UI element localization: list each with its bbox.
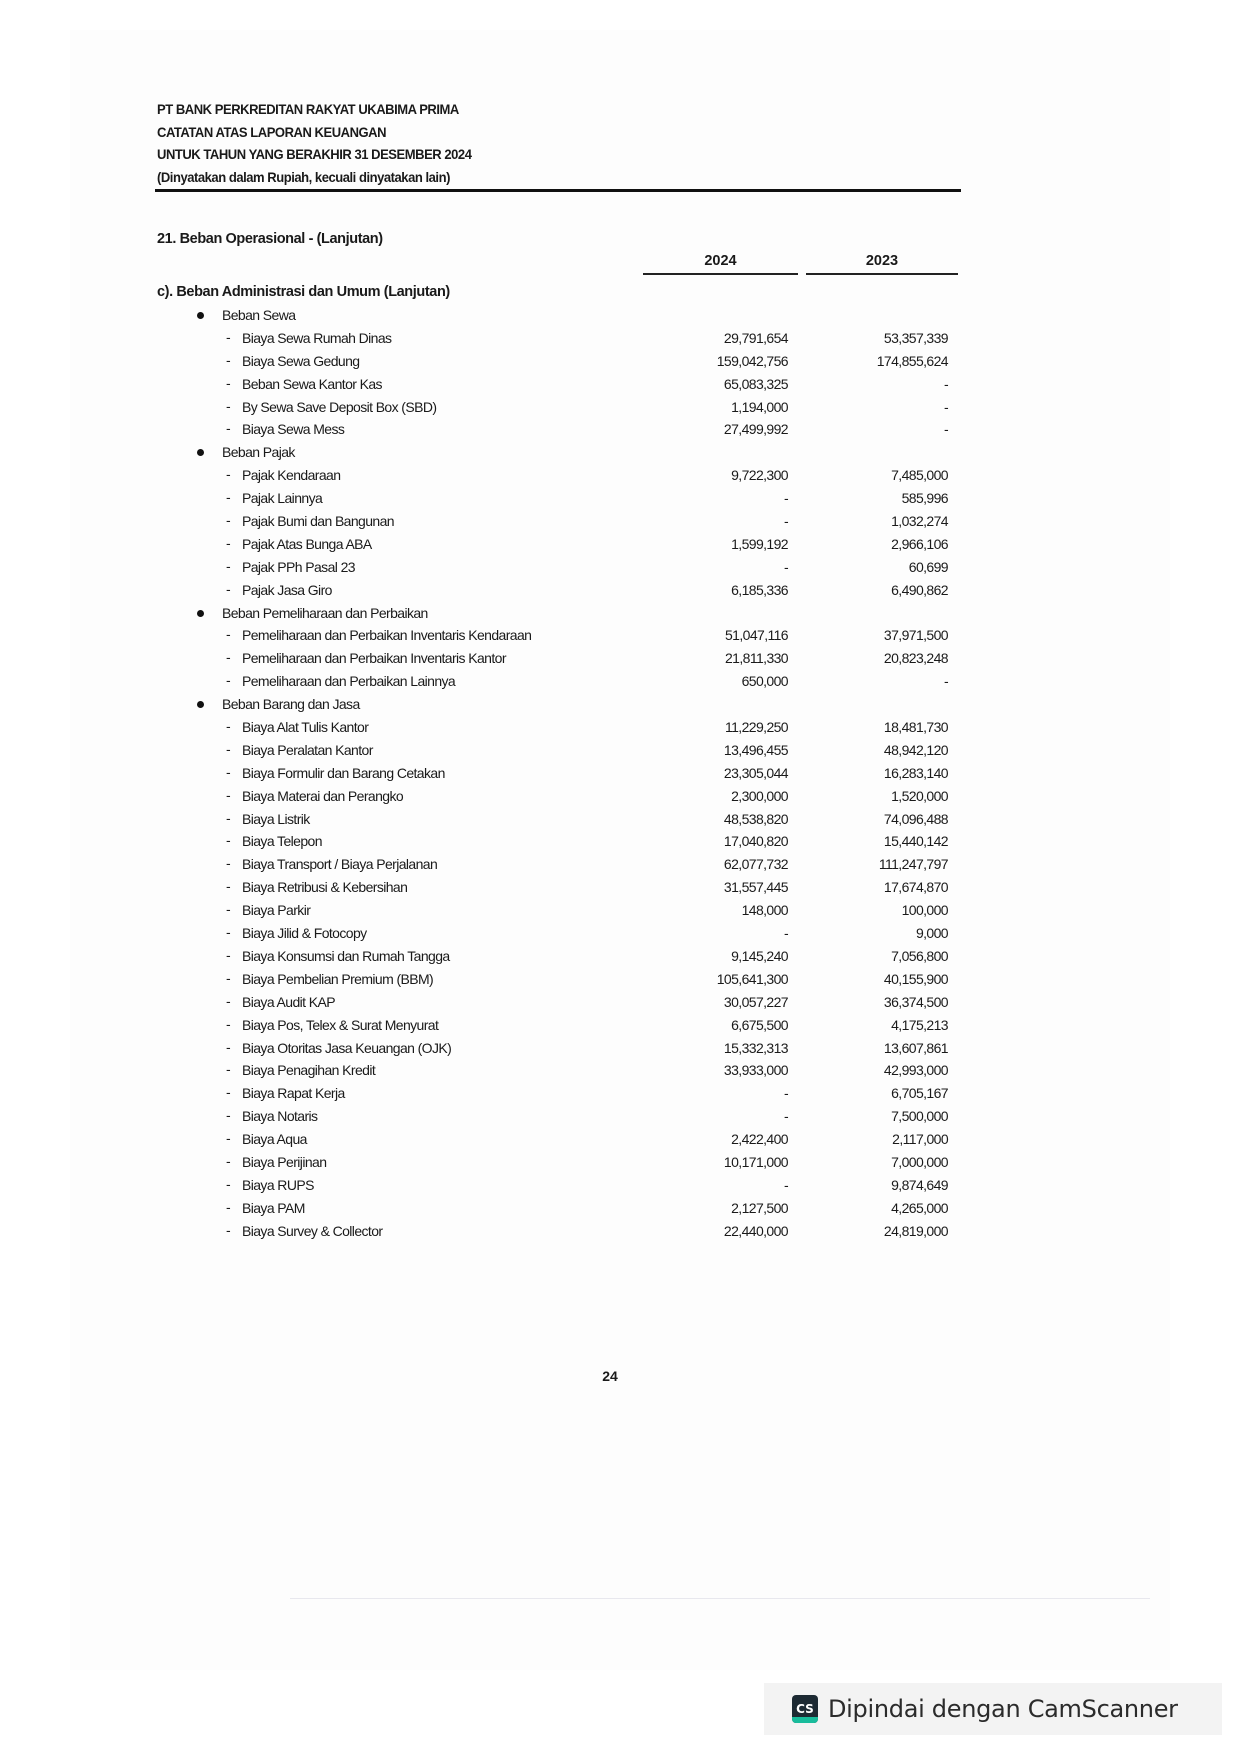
item-label: Pajak Bumi dan Bangunan <box>242 513 394 530</box>
value-2023: 53,357,339 <box>883 329 948 346</box>
value-2023: - <box>943 375 948 392</box>
table-row <box>0 830 1240 853</box>
value-2023: 40,155,900 <box>883 970 948 987</box>
table-row <box>0 1082 1240 1105</box>
value-2023: 100,000 <box>901 902 948 919</box>
table-row <box>0 876 1240 899</box>
value-2024: - <box>783 1176 788 1193</box>
table-row <box>0 716 1240 739</box>
value-2023: 2,966,106 <box>891 535 948 552</box>
dash-marker: - <box>226 1038 231 1055</box>
table-row <box>0 899 1240 922</box>
item-label: Pemeliharaan dan Perbaikan Inventaris Kendaraan <box>242 627 532 644</box>
value-2023: 6,490,862 <box>891 581 948 598</box>
section-title: 21. Beban Operasional - (Lanjutan) <box>157 231 383 247</box>
value-2023: 7,485,000 <box>891 467 948 484</box>
report-title: CATATAN ATAS LAPORAN KEUANGAN <box>157 123 387 140</box>
item-label: Biaya Parkir <box>242 902 311 919</box>
table-row <box>0 533 1240 556</box>
bullet-icon <box>197 312 204 319</box>
table-row <box>0 418 1240 441</box>
value-2023: 174,855,624 <box>876 352 948 369</box>
dash-marker: - <box>226 809 231 826</box>
item-label: By Sewa Save Deposit Box (SBD) <box>242 398 437 415</box>
value-2023: 15,440,142 <box>883 833 948 850</box>
dash-marker: - <box>226 1061 231 1078</box>
value-2023: 9,000 <box>915 925 948 942</box>
table-row <box>0 968 1240 991</box>
item-label: Biaya Aqua <box>242 1131 307 1148</box>
item-label: Biaya Otoritas Jasa Keuangan (OJK) <box>242 1039 452 1056</box>
item-label: Biaya Materai dan Perangko <box>242 787 404 804</box>
item-label: Biaya Pos, Telex & Surat Menyurat <box>242 1016 439 1033</box>
table-row <box>0 647 1240 670</box>
table-row <box>0 762 1240 785</box>
item-label: Biaya Jilid & Fotocopy <box>242 925 367 942</box>
company-name: PT BANK PERKREDITAN RAKYAT UKABIMA PRIMA <box>157 101 459 117</box>
value-2023: 24,819,000 <box>883 1222 948 1239</box>
table-row <box>0 670 1240 693</box>
item-label: Biaya Notaris <box>242 1108 318 1125</box>
item-label: Biaya RUPS <box>242 1176 314 1193</box>
table-row <box>0 1014 1240 1037</box>
value-2024: 48,538,820 <box>723 810 788 827</box>
item-label: Pemeliharaan dan Perbaikan Inventaris Kantor <box>242 650 506 667</box>
value-2024: 31,557,445 <box>723 879 788 896</box>
dash-marker: - <box>226 878 231 895</box>
table-row <box>0 327 1240 350</box>
value-2023: 4,265,000 <box>891 1199 948 1216</box>
dash-marker: - <box>226 374 231 391</box>
group-row <box>0 441 1240 464</box>
table-row <box>0 464 1240 487</box>
bullet-icon <box>197 701 204 708</box>
value-2024: 11,229,250 <box>724 719 788 736</box>
dash-marker: - <box>226 512 231 529</box>
page-number: 24 <box>602 1368 618 1384</box>
dash-marker: - <box>226 969 231 986</box>
table-row <box>0 1197 1240 1220</box>
camscanner-watermark <box>764 1683 1222 1735</box>
bullet-icon <box>197 449 204 456</box>
value-2023: 1,520,000 <box>891 787 948 804</box>
value-2024: 9,145,240 <box>731 947 788 964</box>
item-label: Pajak Jasa Giro <box>242 581 332 598</box>
value-2024: - <box>783 490 788 507</box>
value-2023: 60,699 <box>908 558 948 575</box>
item-label: Biaya Peralatan Kantor <box>242 741 373 758</box>
value-2024: - <box>783 1108 788 1125</box>
dash-marker: - <box>226 534 231 551</box>
item-label: Pajak Lainnya <box>242 490 323 507</box>
value-2023: 37,971,500 <box>883 627 948 644</box>
subsection-title: c). Beban Administrasi dan Umum (Lanjutan) <box>157 284 450 300</box>
value-2024: 65,083,325 <box>723 375 788 392</box>
value-2024: 9,722,300 <box>731 467 788 484</box>
value-2023: 48,942,120 <box>883 741 948 758</box>
value-2023: 1,032,274 <box>891 513 948 530</box>
column-header-2024: 2024 <box>643 253 798 275</box>
value-2024: 2,300,000 <box>731 787 788 804</box>
table-row <box>0 991 1240 1014</box>
report-period: UNTUK TAHUN YANG BERAKHIR 31 DESEMBER 2024 <box>157 146 472 162</box>
item-label: Biaya Sewa Mess <box>242 421 345 438</box>
value-2024: 22,440,000 <box>723 1222 788 1239</box>
dash-marker: - <box>226 946 231 963</box>
dash-marker: - <box>226 1107 231 1124</box>
scan-page-edge <box>290 1598 1150 1599</box>
item-label: Biaya Alat Tulis Kantor <box>242 719 369 736</box>
value-2024: 6,675,500 <box>731 1016 788 1033</box>
value-2023: - <box>943 421 948 438</box>
value-2023: 4,175,213 <box>891 1016 948 1033</box>
value-2023: - <box>943 398 948 415</box>
dash-marker: - <box>226 626 231 643</box>
dash-marker: - <box>226 718 231 735</box>
value-2024: - <box>783 1085 788 1102</box>
dash-marker: - <box>226 557 231 574</box>
value-2024: - <box>783 925 788 942</box>
group-label: Beban Pajak <box>222 444 295 461</box>
item-label: Biaya Rapat Kerja <box>242 1085 345 1102</box>
value-2023: 20,823,248 <box>883 650 948 667</box>
table-row <box>0 739 1240 762</box>
value-2024: 6,185,336 <box>731 581 788 598</box>
header-divider <box>155 189 961 192</box>
dash-marker: - <box>226 397 231 414</box>
table-row <box>0 1059 1240 1082</box>
item-label: Pajak PPh Pasal 23 <box>242 558 355 575</box>
item-label: Biaya Audit KAP <box>242 993 335 1010</box>
item-label: Biaya Sewa Rumah Dinas <box>242 329 392 346</box>
value-2023: 42,993,000 <box>883 1062 948 1079</box>
camscanner-logo-icon: CS <box>792 1695 818 1723</box>
value-2024: - <box>783 558 788 575</box>
camscanner-text: Dipindai dengan CamScanner <box>828 1695 1178 1723</box>
value-2024: 148,000 <box>741 902 788 919</box>
table-row <box>0 396 1240 419</box>
item-label: Biaya Sewa Gedung <box>242 352 360 369</box>
value-2024: 23,305,044 <box>723 764 788 781</box>
dash-marker: - <box>226 649 231 666</box>
dash-marker: - <box>226 1015 231 1032</box>
value-2024: 30,057,227 <box>723 993 788 1010</box>
item-label: Biaya Telepon <box>242 833 322 850</box>
item-label: Biaya Formulir dan Barang Cetakan <box>242 764 445 781</box>
value-2024: - <box>783 513 788 530</box>
dash-marker: - <box>226 901 231 918</box>
dash-marker: - <box>226 489 231 506</box>
group-label: Beban Pemeliharaan dan Perbaikan <box>222 604 428 621</box>
value-2024: 105,641,300 <box>716 970 788 987</box>
value-2023: 111,247,797 <box>878 856 948 873</box>
item-label: Pemeliharaan dan Perbaikan Lainnya <box>242 673 456 690</box>
dash-marker: - <box>226 855 231 872</box>
dash-marker: - <box>226 328 231 345</box>
item-label: Biaya Konsumsi dan Rumah Tangga <box>242 947 450 964</box>
value-2023: 18,481,730 <box>883 719 948 736</box>
report-header <box>157 98 495 188</box>
group-label: Beban Sewa <box>222 307 296 323</box>
group-row <box>0 693 1240 716</box>
table-row <box>0 1174 1240 1197</box>
currency-note: (Dinyatakan dalam Rupiah, kecuali dinyatakan lain) <box>157 168 450 185</box>
value-2024: 2,422,400 <box>731 1131 788 1148</box>
value-2024: 13,496,455 <box>723 741 788 758</box>
table-row <box>0 1128 1240 1151</box>
table-row <box>0 510 1240 533</box>
value-2024: 1,194,000 <box>731 398 788 415</box>
dash-marker: - <box>226 1130 231 1147</box>
item-label: Biaya Survey & Collector <box>242 1222 383 1239</box>
table-row <box>0 1037 1240 1060</box>
value-2024: 1,599,192 <box>731 535 788 552</box>
value-2023: 13,607,861 <box>883 1039 948 1056</box>
dash-marker: - <box>226 1175 231 1192</box>
table-row <box>0 487 1240 510</box>
item-label: Biaya Penagihan Kredit <box>242 1062 376 1079</box>
item-label: Pajak Kendaraan <box>242 467 341 484</box>
item-label: Biaya Retribusi & Kebersihan <box>242 879 408 896</box>
value-2024: 29,791,654 <box>723 329 788 346</box>
table-row <box>0 624 1240 647</box>
value-2024: 2,127,500 <box>731 1199 788 1216</box>
value-2023: 7,056,800 <box>891 947 948 964</box>
dash-marker: - <box>226 740 231 757</box>
table-row <box>0 350 1240 373</box>
value-2024: 10,171,000 <box>723 1153 788 1170</box>
table-row <box>0 556 1240 579</box>
table-row <box>0 579 1240 602</box>
dash-marker: - <box>226 580 231 597</box>
value-2023: 17,674,870 <box>883 879 948 896</box>
group-label: Beban Barang dan Jasa <box>222 696 360 713</box>
item-label: Beban Sewa Kantor Kas <box>242 375 382 392</box>
table-row <box>0 853 1240 876</box>
value-2023: 6,705,167 <box>891 1085 948 1102</box>
value-2024: 650,000 <box>741 673 788 690</box>
table-row <box>0 922 1240 945</box>
item-label: Biaya Pembelian Premium (BBM) <box>242 970 434 987</box>
dash-marker: - <box>226 1198 231 1215</box>
value-2023: 9,874,649 <box>891 1176 948 1193</box>
value-2023: 585,996 <box>901 490 948 507</box>
item-label: Biaya Listrik <box>242 810 310 827</box>
column-header-2023: 2023 <box>806 253 958 275</box>
value-2023: 16,283,140 <box>883 764 948 781</box>
value-2024: 62,077,732 <box>723 856 788 873</box>
item-label: Pajak Atas Bunga ABA <box>242 535 372 552</box>
value-2024: 33,933,000 <box>723 1062 788 1079</box>
value-2023: 2,117,000 <box>892 1131 948 1148</box>
dash-marker: - <box>226 992 231 1009</box>
table-row <box>0 1105 1240 1128</box>
dash-marker: - <box>226 351 231 368</box>
dash-marker: - <box>226 763 231 780</box>
dash-marker: - <box>226 466 231 483</box>
dash-marker: - <box>226 1084 231 1101</box>
item-label: Biaya PAM <box>242 1199 305 1216</box>
value-2024: 159,042,756 <box>716 352 788 369</box>
value-2023: 74,096,488 <box>883 810 948 827</box>
table-row <box>0 1151 1240 1174</box>
value-2024: 17,040,820 <box>723 833 788 850</box>
dash-marker: - <box>226 786 231 803</box>
dash-marker: - <box>226 1152 231 1169</box>
item-label: Biaya Transport / Biaya Perjalanan <box>242 856 438 873</box>
group-row <box>0 304 1240 327</box>
group-row <box>0 602 1240 625</box>
dash-marker: - <box>226 832 231 849</box>
value-2023: 7,500,000 <box>891 1108 948 1125</box>
item-label: Biaya Perijinan <box>242 1153 327 1170</box>
dash-marker: - <box>226 672 231 689</box>
table-row <box>0 373 1240 396</box>
value-2023: 36,374,500 <box>883 993 948 1010</box>
table-row <box>0 1220 1240 1243</box>
value-2023: - <box>943 673 948 690</box>
value-2024: 21,811,330 <box>724 650 788 667</box>
value-2024: 51,047,116 <box>724 627 788 644</box>
dash-marker: - <box>226 924 231 941</box>
bullet-icon <box>197 610 204 617</box>
expense-table <box>0 304 1240 1243</box>
dash-marker: - <box>226 420 231 437</box>
table-row <box>0 945 1240 968</box>
value-2024: 27,499,992 <box>723 421 788 438</box>
table-row <box>0 785 1240 808</box>
dash-marker: - <box>226 1221 231 1238</box>
value-2024: 15,332,313 <box>723 1039 788 1056</box>
value-2023: 7,000,000 <box>891 1153 948 1170</box>
table-row <box>0 808 1240 831</box>
